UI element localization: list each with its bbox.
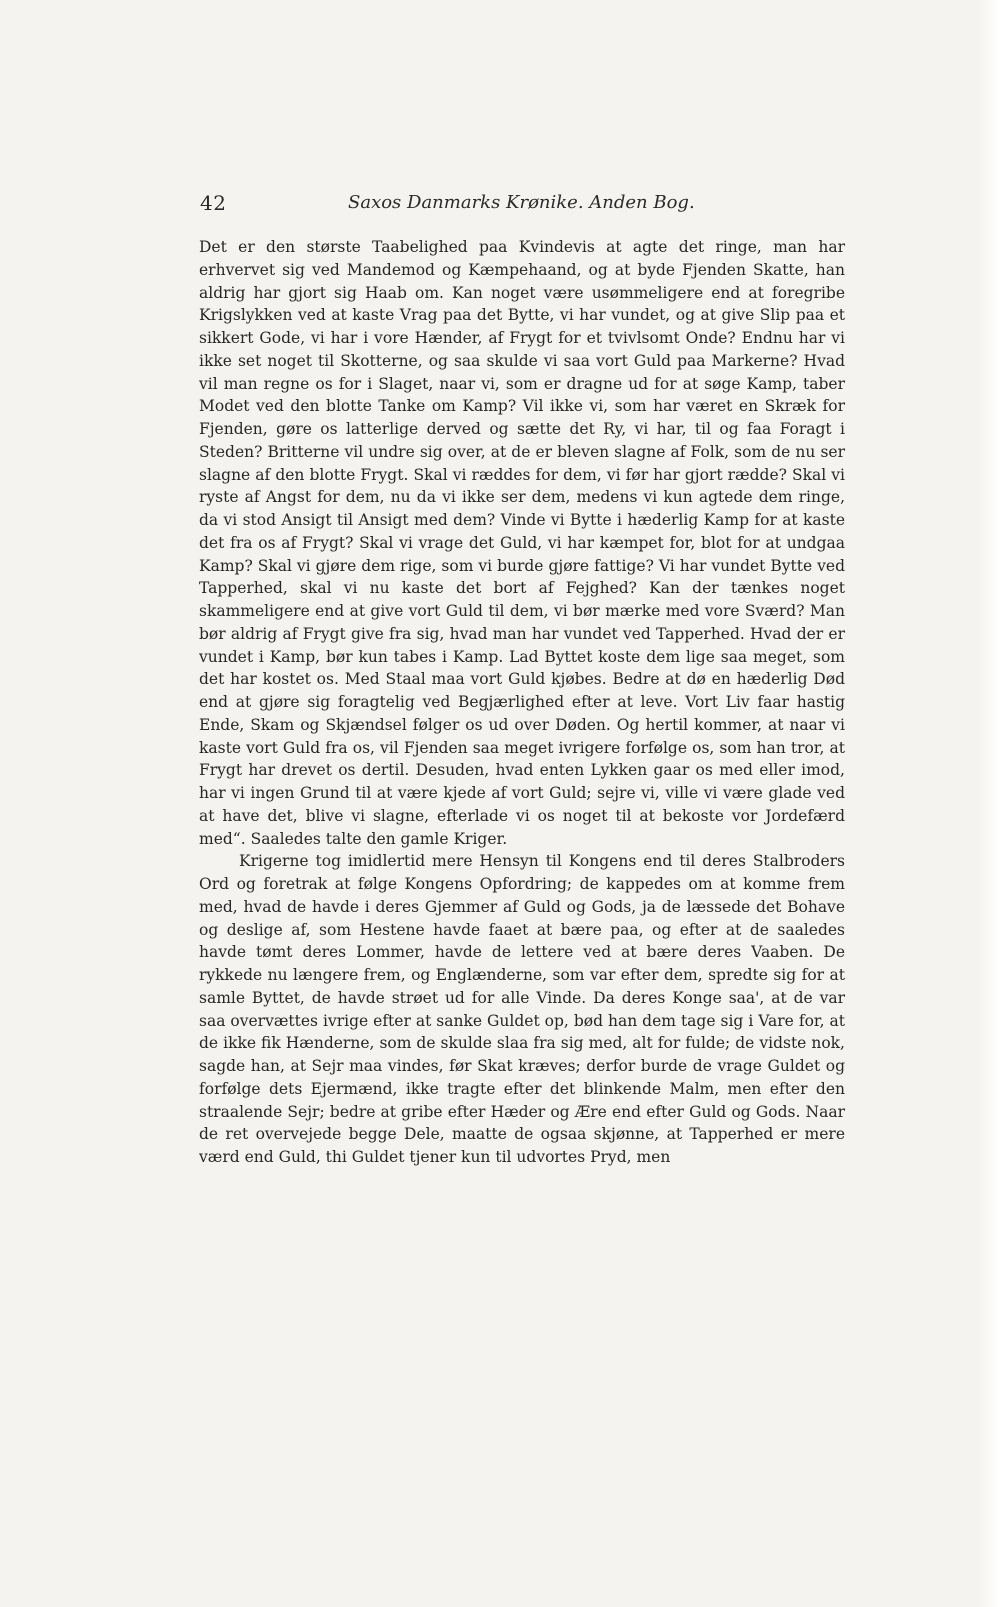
page-header xyxy=(200,191,840,223)
running-head: Saxos Danmarks Krønike. Anden Bog. xyxy=(348,192,695,213)
paragraph: Krigerne tog imidlertid mere Hensyn til Kongens end til deres Stalbroders Ord og foretrak at følge Kongens Opfordring; de kappedes om at komme frem med, hvad de havde i deres Gjemmer af Guld og Gods, ja de læssede det Bohave og deslige af, som Hestene havde faaet at bære paa, og efter at de saaledes havde tømt deres Lommer, havde de lettere ved at bære deres Vaaben. De rykkede nu længere frem, og Englænderne, som var efter dem, spredte sig for at samle Byttet, de havde strøet ud for alle Vinde. Da deres Konge saa', at de var saa overvættes ivrige efter at sanke Guldet op, bød han dem tage sig i Vare for, at de ikke fik Hænderne, som de skulde slaa fra sig med, alt for fulde; de vidste nok, sagde han, at Sejr maa vindes, før Skat kræves; derfor burde de vrage Guldet og forfølge dets Ejermænd, ikke tragte efter det blinkende Malm, men efter den straalende Sejr; bedre at gribe efter Hæder og Ære end efter Guld og Gods. Naar de ret overvejede begge Dele, maatte de ogsaa skjønne, at Tapperhed er mere værd end Guld, thi Guldet tjener kun til udvortes Pryd, men xyxy=(199,852,845,1166)
page-number: 42 xyxy=(200,191,227,215)
paragraph: Det er den største Taabelighed paa Kvindevis at agte det ringe, man har erhvervet sig ved Mandemod og Kæmpehaand, og at byde Fjenden Skatte, han aldrig har gjort sig Haab om. Kan noget være usømmeligere end at foregribe Krigslykken ved at kaste Vrag paa det Bytte, vi har vundet, og at give Slip paa et sikkert Gode, vi har i vore Hænder, af Frygt for et tvivlsomt Onde? Endnu har vi ikke set noget til Skotterne, og saa skulde vi saa vort Guld paa Markerne? Hvad vil man regne os for i Slaget, naar vi, som er dragne ud for at søge Kamp, taber Modet ved den blotte Tanke om Kamp? Vil ikke vi, som har været en Skræk for Fjenden, gøre os latterlige derved og sætte det Ry, vi har, til og faa Foragt i Steden? Britterne vil undre sig over, at de er bleven slagne af Folk, som de nu ser slagne af den blotte Frygt. Skal vi ræddes for dem, vi før har gjort rædde? Skal vi ryste af Angst for dem, nu da vi ikke ser dem, medens vi kun agtede dem ringe, da vi stod Ansigt til Ansigt med dem? Vinde vi Bytte i hæderlig Kamp for at kaste det fra os af Frygt? Skal vi vrage det Guld, vi har kæmpet for, blot for at undgaa Kamp? Skal vi gjøre dem rige, som vi burde gjøre fattige? Vi har vundet Bytte ved Tapperhed, skal vi nu kaste det bort af Fejghed? Kan der tænkes noget skammeligere end at give vort Guld til dem, vi bør mærke med vore Sværd? Man bør aldrig af Frygt give fra sig, hvad man har vundet ved Tapperhed. Hvad der er vundet i Kamp, bør kun tabes i Kamp. Lad Byttet koste dem lige saa meget, som det har kostet os. Med Staal maa vort Guld kjøbes. Bedre at dø en hæderlig Død end at gjøre sig foragtelig ved Begjærlighed efter at leve. Vort Liv faar hastig Ende, Skam og Skjændsel følger os ud over Døden. Og hertil kommer, at naar vi kaste vort Guld fra os, vil Fjenden saa meget ivrigere forfølge os, som han tror, at Frygt har drevet os dertil. Desuden, hvad enten Lykken gaar os med eller imod, har vi ingen Grund til at være kjede af vort Guld; sejre vi, ville vi være glade ved at have det, blive vi slagne, efterlade vi os noget til at bekoste vor Jordefærd med“. Saaledes talte den gamle Kriger. xyxy=(199,238,845,848)
body-text xyxy=(199,236,845,1169)
